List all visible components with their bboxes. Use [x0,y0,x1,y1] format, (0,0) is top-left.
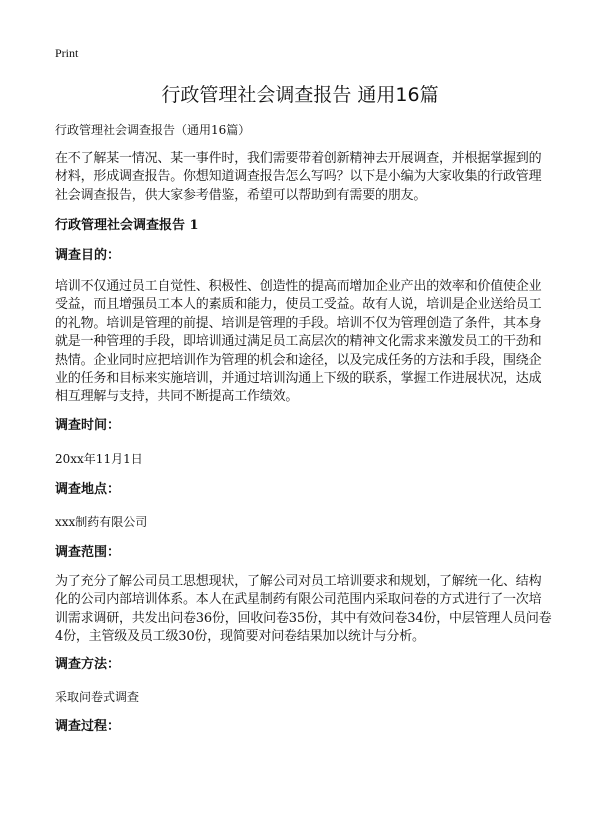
scope-paragraph: 为了充分了解公司员工思想现状，了解公司对员工培训要求和规划，了解统一化、结构化的公司内部培训体系。本人在武星制药有限公司范围内采取问卷的方式进行了一次培训需求调研，共发出问卷36份，回收问卷35份，其中有效问卷34份，中层管理人员问卷4份，主管级及员工级30份，现简要对问卷结果加以统计与分析。 [55,574,552,645]
place-heading: 调查地点： [55,482,121,497]
purpose-heading: 调查目的： [55,248,121,263]
document-subtitle: 行政管理社会调查报告（通用16篇） [55,123,251,137]
intro-paragraph: 在不了解某一情况、某一事件时，我们需要带着创新精神去开展调查，并根据掌握到的材料，形成调查报告。你想知道调查报告怎么写吗？以下是小编为大家收集的行政管理社会调查报告，供大家参考借鉴，希望可以帮助到有需要的朋友。 [55,151,542,203]
section-heading: 行政管理社会调查报告 1 [55,218,199,233]
purpose-paragraph: 培训不仅通过员工自觉性、积极性、创造性的提高而增加企业产出的效率和价值使企业受益，而且增强员工本人的素质和能力，使员工受益。故有人说，培训是企业送给员工的礼物。培训是管理的前提、培训是管理的手段。培训不仅为管理创造了条件，其本身就是一种管理的手段，即培训通过满足员工高层次的精神文化需求来激发员工的干劲和热情。企业同时应把培训作为管理的机会和途径，以及完成任务的方法和手段，围绕企业的任务和目标来实施培训，并通过培训沟通上下级的联系，掌握工作进展状况，达成相互理解与支持，共同不断提高工作绩效。 [55,279,542,405]
place-value: xxx制药有限公司 [55,515,148,529]
print-link[interactable]: Print [55,46,79,60]
process-heading: 调查过程： [55,719,121,734]
method-value: 采取问卷式调查 [55,690,140,704]
time-heading: 调查时间： [55,418,121,433]
time-value: 20xx年11月1日 [55,452,143,466]
scope-heading: 调查范围： [55,545,121,560]
page-title: 行政管理社会调查报告 通用16篇 [161,84,439,106]
method-heading: 调查方法： [55,657,121,672]
